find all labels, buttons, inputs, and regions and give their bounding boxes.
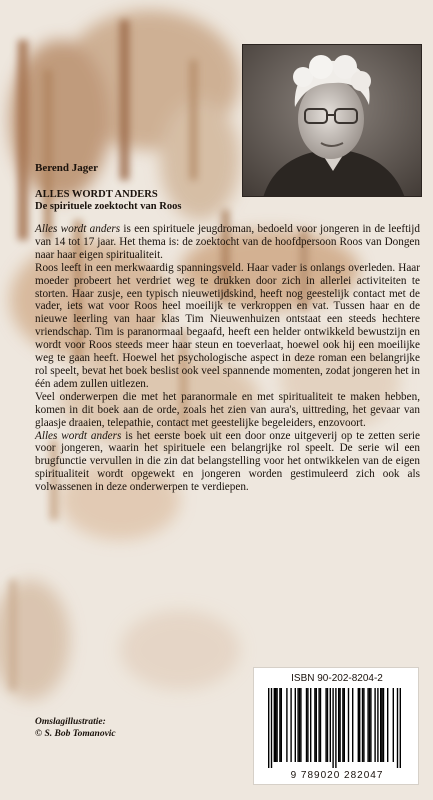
isbn-number: ISBN 90-202-8204-2 bbox=[291, 673, 383, 684]
barcode-bar bbox=[387, 688, 388, 762]
barcode-bar bbox=[359, 688, 360, 762]
barcode-bar bbox=[327, 688, 328, 762]
barcode-bar bbox=[400, 688, 401, 768]
inline-title: Alles wordt anders bbox=[35, 223, 121, 235]
barcode-bar bbox=[276, 688, 277, 762]
blurb bbox=[35, 223, 420, 494]
blurb-paragraph-4 bbox=[35, 430, 420, 495]
barcode-bar bbox=[381, 688, 382, 762]
barcode-bar bbox=[358, 688, 359, 762]
blurb-paragraph-2: Roos leeft in een merkwaardig spanningsveld. Haar vader is onlangs overleden. Haar moeder probeert het verdriet weg te drukken door zich in allerlei activiteiten te storten. Haar zusje, een typisch nieuwetijdskind, heeft nog geestelijk contact met de vader, iets wat voor Roos heel moeilijk te verkroppen en vat. Tussen haar en de nieuwe leerling van haar klas Tim Nieuwenhuizen ontstaat een steeds hechtere vriendschap. Tim is paranormaal begaafd, heeft een helder ontwikkeld bewustzijn en wordt voor Roos steeds meer haar steun en toeverlaat, hoewel ook hij een moeilijke weg te gaan heeft. Hoewel het psychologische aspect in deze roman een belangrijke rol speelt, bevat het boek beslist ook veel spannende momenten, zodat jongeren het in één adem zullen uitlezen. bbox=[35, 261, 420, 390]
barcode-bar bbox=[274, 688, 275, 762]
barcode-bar bbox=[316, 688, 317, 762]
barcode-bar bbox=[367, 688, 368, 762]
barcode-bar bbox=[299, 688, 300, 762]
barcode-bar bbox=[339, 688, 340, 762]
barcode-bar bbox=[297, 688, 298, 762]
barcode-digits: 9 789020 282047 bbox=[290, 770, 384, 781]
barcode-bar bbox=[281, 688, 282, 762]
barcode-bar bbox=[325, 688, 326, 762]
barcode-bar bbox=[290, 688, 291, 762]
barcode-bar bbox=[342, 688, 343, 762]
barcode-bar bbox=[362, 688, 363, 762]
barcode-bar bbox=[307, 688, 308, 762]
barcode-bar bbox=[383, 688, 384, 762]
barcode-bar bbox=[370, 688, 371, 762]
barcode-bar bbox=[286, 688, 287, 762]
barcode-bar bbox=[348, 688, 349, 762]
barcode-bar bbox=[369, 688, 370, 762]
cover-credits bbox=[35, 716, 116, 740]
barcode-bar bbox=[310, 688, 311, 762]
barcode-bar bbox=[332, 688, 333, 768]
barcode-bar bbox=[374, 688, 375, 762]
barcode-bar bbox=[318, 688, 319, 762]
book-title: ALLES WORDT ANDERS bbox=[35, 189, 158, 200]
paragraph-text: is een spirituele jeugdroman, bedoeld voor jongeren in de leeftijd van 14 tot 17 jaar. Het thema is: de zoektocht van de hoofdpersoon Roos van Dongen naar haar eigen spiritualiteit. bbox=[35, 223, 420, 261]
credits-label: Omslagillustratie: bbox=[35, 717, 106, 727]
barcode-bar bbox=[397, 688, 398, 768]
barcode-box bbox=[253, 667, 419, 785]
blurb-paragraph-1 bbox=[35, 223, 420, 262]
barcode-bar bbox=[279, 688, 280, 762]
credits-artist: © S. Bob Tomanovic bbox=[35, 729, 116, 739]
barcode-bar bbox=[335, 688, 336, 768]
barcode-bar bbox=[363, 688, 364, 762]
barcode-bar bbox=[330, 688, 331, 762]
paragraph-text: is het eerste boek uit een door onze uitgeverij op te zetten serie voor jongeren, waarin het spirituele een belangrijke rol speelt. De serie wil een brugfunctie vervullen in die zin dat belangstelling voor het ontwikkelen van de eigen spiritualiteit wordt opgewekt en jongeren worden gestimuleerd zich ook als volwassenen in deze onderwerpen te verdiepen. bbox=[35, 429, 420, 494]
barcode-bar bbox=[314, 688, 315, 762]
barcode-bar bbox=[275, 688, 276, 762]
barcode-bars bbox=[268, 688, 406, 768]
barcode-bar bbox=[352, 688, 353, 762]
barcode-bar bbox=[344, 688, 345, 762]
inline-title: Alles wordt anders bbox=[35, 429, 122, 442]
barcode-bar bbox=[295, 688, 296, 762]
barcode-bar bbox=[393, 688, 394, 762]
barcode-bar bbox=[380, 688, 381, 762]
barcode-bar bbox=[271, 688, 272, 768]
barcode-bar bbox=[306, 688, 307, 762]
barcode-bar bbox=[338, 688, 339, 762]
author-name: Berend Jager bbox=[35, 162, 99, 174]
barcode-bar bbox=[320, 688, 321, 762]
barcode-bar bbox=[300, 688, 301, 762]
barcode-bar bbox=[377, 688, 378, 762]
barcode-bar bbox=[268, 688, 269, 768]
book-subtitle: De spirituele zoektocht van Roos bbox=[35, 201, 182, 212]
blurb-paragraph-3: Veel onderwerpen die met het paranormale en met spiritualiteit te maken hebben, komen in dit boek aan de orde, zoals het zien van aura's, uittreding, het gevaar van glaasje draaien, telepathie, contact met geestelijke begeleiders, enzovoort. bbox=[35, 390, 420, 429]
author-photo bbox=[242, 44, 422, 197]
